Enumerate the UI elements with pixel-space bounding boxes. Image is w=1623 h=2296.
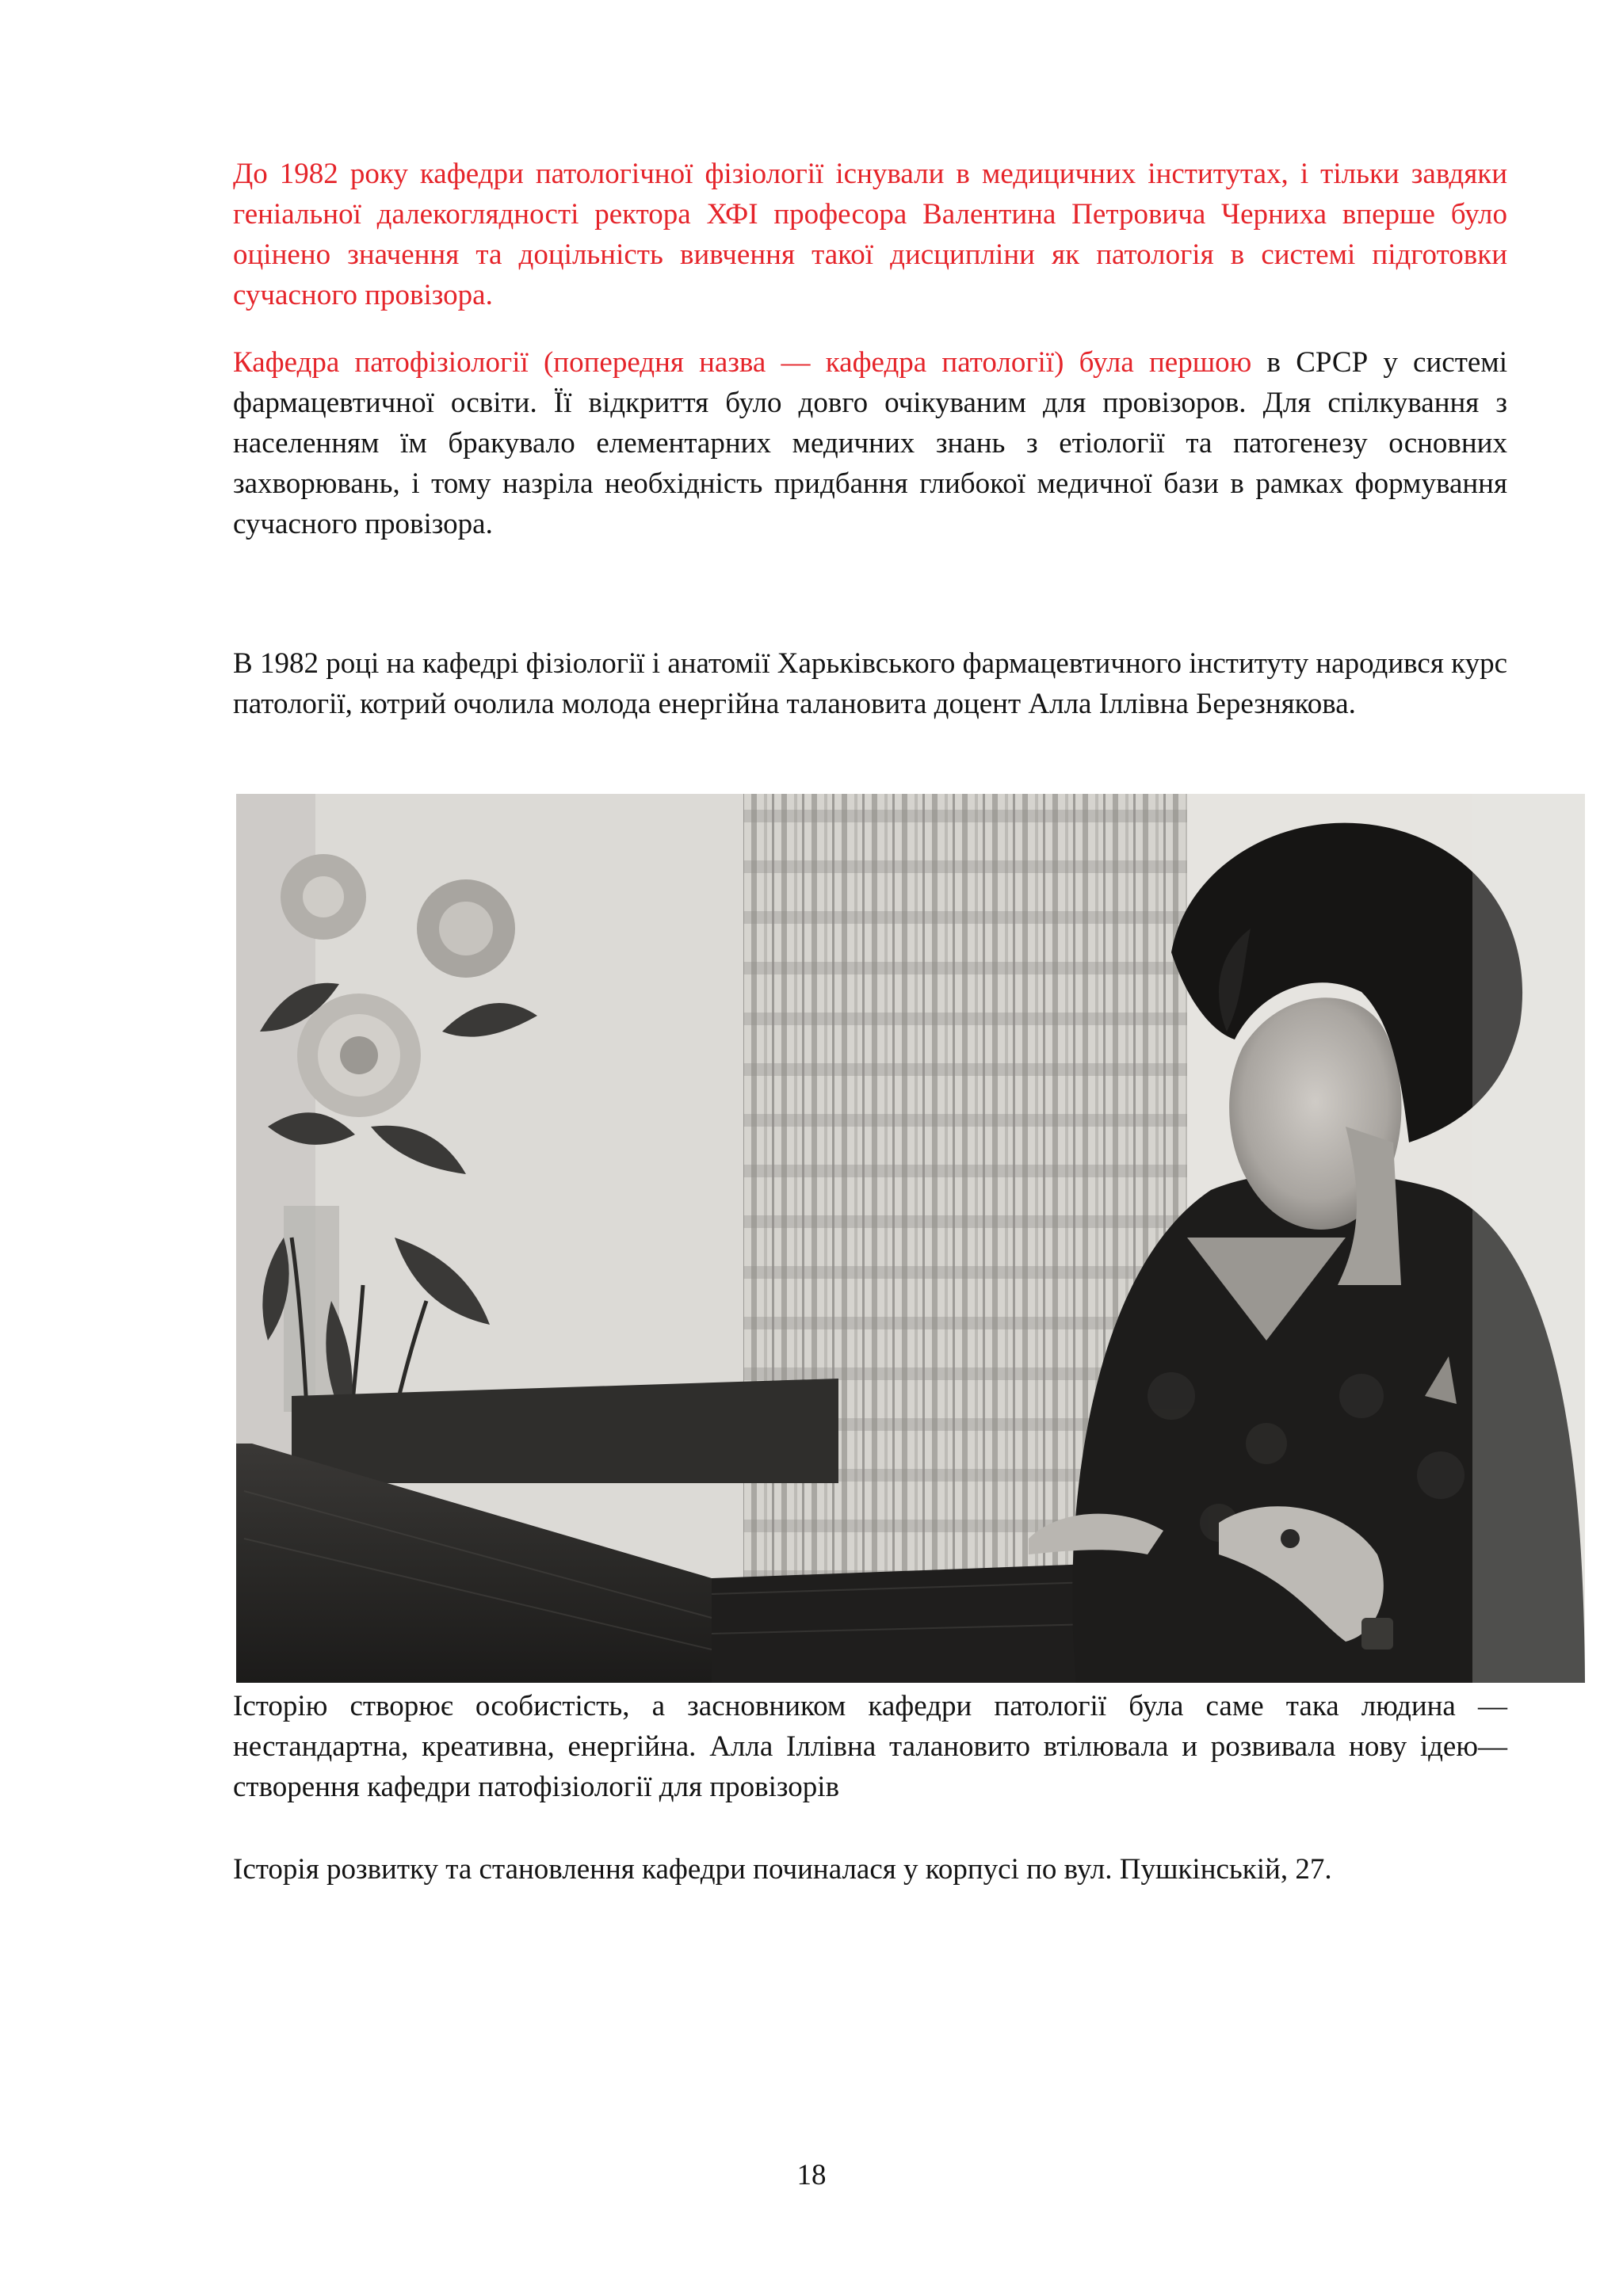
photo-caption: Історію створює особистість, а засновником кафедри патології була саме така людина — нестандартна, креативна, енергійна. Алла Іллівна талановито втілювала и розвивала нову ідею— створення кафедри патофізіології для провізорів <box>233 1690 1507 1803</box>
speaker-photo <box>236 794 1585 1683</box>
page-number: 18 <box>796 2159 827 2191</box>
history-paragraph: Історія розвитку та становлення кафедри починалася у корпусі по вул. Пушкінській, 27. <box>233 1853 1332 1886</box>
department-paragraph <box>233 342 1507 544</box>
intro-paragraph: До 1982 року кафедри патологічної фізіології існували в медицичних інститутах, і тільки завдяки геніальної далекоглядності ректора ХФІ професора Валентина Петровича Черниха вперше було оцінено значення та доцільність вивчення такої дисципліни як патологія в системі підготовки сучасного провізора. <box>233 158 1507 311</box>
department-highlight: Кафедра патофізіології (попередня назва — кафедра патології) була першою <box>233 346 1252 379</box>
department-continuation: в СРСР у системі фармацевтичної освіти. Її відкриття було довго очікуваним для провізоров. Для спілкування з населенням їм бракувало елементарних медичних знань з етіології та патогенезу основних захворювань, і тому назріла необхідність придбання глибокої медичної бази в рамках формування сучасного провізора. <box>233 346 1507 540</box>
course-paragraph: В 1982 році на кафедрі фізіології і анатомії Харьківського фармацевтичного інституту народився курс патології, котрий очолила молода енергійна талановита доцент Алла Іллівна Березнякова. <box>233 647 1507 720</box>
